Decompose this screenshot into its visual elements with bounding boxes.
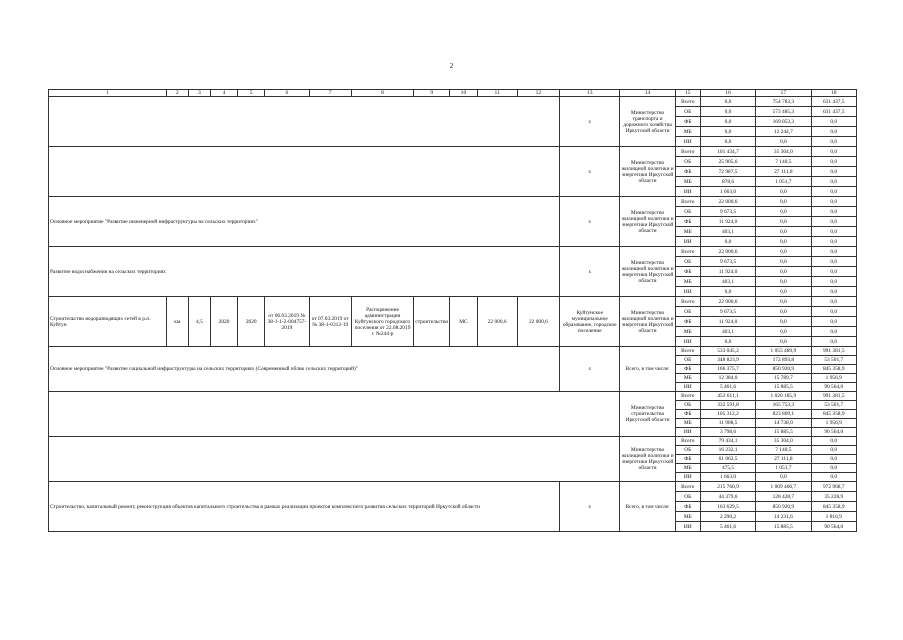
table-row xyxy=(49,147,857,157)
value-col16: 0,0 xyxy=(700,337,755,347)
value-col18: 0,0 xyxy=(811,446,856,455)
fund-source: МБ xyxy=(675,464,700,473)
value-col18: 845 358,9 xyxy=(811,410,856,419)
placeholder-x: х xyxy=(560,347,620,392)
value-col18: 631 437,5 xyxy=(811,97,856,107)
value-col18: 1 956,9 xyxy=(811,419,856,428)
ministry-cell: Министерство жилищной политики и энергетики Иркутской области xyxy=(620,197,675,247)
fund-source: ИИ xyxy=(675,428,700,437)
fund-source: ФБ xyxy=(675,267,700,277)
value-col16: 166 375,7 xyxy=(700,365,755,374)
fund-source: МБ xyxy=(675,227,700,237)
value-col16: 0,0 xyxy=(700,97,755,107)
table-row xyxy=(49,482,857,492)
value-col18: 0,0 xyxy=(811,287,856,297)
value-col16: 22 000,6 xyxy=(700,247,755,257)
value-col16: 11 908,5 xyxy=(700,419,755,428)
value-col16: 61 063,5 xyxy=(700,455,755,464)
value-col16: 0,0 xyxy=(700,137,755,147)
ministry-cell: Министерство жилищной политики и энергетики Иркутской области xyxy=(620,147,675,197)
header-cell: 2 xyxy=(166,90,188,97)
value-col16: 0,0 xyxy=(700,127,755,137)
value-col18: 0,0 xyxy=(811,464,856,473)
value-col16: 453 611,1 xyxy=(700,392,755,401)
value-col18: 0,0 xyxy=(811,137,856,147)
value-col17: 0,0 xyxy=(756,137,811,147)
value-col16: 0,0 xyxy=(700,117,755,127)
value-col17: 165 753,3 xyxy=(756,401,811,410)
project-c2: км xyxy=(166,297,188,347)
value-col16: 44 379,6 xyxy=(700,492,755,502)
header-cell: 16 xyxy=(700,90,755,97)
value-col17: 15 885,5 xyxy=(756,522,811,532)
value-col18: 972 968,7 xyxy=(811,482,856,492)
fund-source: ИИ xyxy=(675,187,700,197)
value-col17: 0,0 xyxy=(756,473,811,482)
fund-source: ИИ xyxy=(675,473,700,482)
value-col17: 15 789,7 xyxy=(756,374,811,383)
value-col18: 35 228,9 xyxy=(811,492,856,502)
fund-source: МБ xyxy=(675,127,700,137)
project-c10: МС xyxy=(450,297,477,347)
value-col16: 101 434,7 xyxy=(700,147,755,157)
value-col17: 0,0 xyxy=(756,257,811,267)
table-row xyxy=(49,97,857,107)
value-col18: 0,0 xyxy=(811,307,856,317)
value-col17: 0,0 xyxy=(756,267,811,277)
fund-source: МБ xyxy=(675,277,700,287)
value-col18: 0,0 xyxy=(811,147,856,157)
project-c11: 22 000,6 xyxy=(477,297,517,347)
description-cell xyxy=(49,97,560,147)
value-col18: 0,0 xyxy=(811,455,856,464)
fund-source: ИИ xyxy=(675,287,700,297)
value-col18: 0,0 xyxy=(811,237,856,247)
placeholder-x: х xyxy=(560,147,620,197)
header-cell: 7 xyxy=(309,90,351,97)
value-col17: 27 111,8 xyxy=(756,455,811,464)
fund-source: ФБ xyxy=(675,410,700,419)
value-col16: 332 591,8 xyxy=(700,401,755,410)
value-col16: 348 823,9 xyxy=(700,356,755,365)
fund-source: ФБ xyxy=(675,365,700,374)
value-col18: 53 501,7 xyxy=(811,356,856,365)
value-col16: 11 924,0 xyxy=(700,217,755,227)
value-col16: 105 312,2 xyxy=(700,410,755,419)
value-col17: 172 893,8 xyxy=(756,356,811,365)
fund-source: ФБ xyxy=(675,455,700,464)
value-col17: 169 053,3 xyxy=(756,117,811,127)
value-col16: 0,0 xyxy=(700,287,755,297)
header-cell: 6 xyxy=(265,90,309,97)
header-cell: 4 xyxy=(210,90,237,97)
value-col16: 5 461,6 xyxy=(700,522,755,532)
fund-source: Всего xyxy=(675,247,700,257)
value-col18: 53 501,7 xyxy=(811,401,856,410)
value-col16: 878,6 xyxy=(700,177,755,187)
value-col17: 573 485,3 xyxy=(756,107,811,117)
ministry-cell: Министерство транспорта и дорожного хозяйства Иркутской области xyxy=(620,97,675,147)
header-cell: 9 xyxy=(414,90,450,97)
value-col17: 850 920,9 xyxy=(756,502,811,512)
page-number: 2 xyxy=(449,62,454,70)
value-col18: 0,0 xyxy=(811,207,856,217)
fund-source: ИИ xyxy=(675,337,700,347)
value-col16: 5 461,6 xyxy=(700,383,755,392)
table-row xyxy=(49,437,857,446)
fund-source: МБ xyxy=(675,177,700,187)
fund-source: ФБ xyxy=(675,317,700,327)
value-col18: 0,0 xyxy=(811,247,856,257)
value-col17: 15 885,5 xyxy=(756,383,811,392)
project-c7: от 07.03.2019 от № 38-1-0312-19 xyxy=(309,297,351,347)
description-cell xyxy=(49,147,560,197)
value-col16: 215 760,9 xyxy=(700,482,755,492)
placeholder-x: х xyxy=(560,97,620,147)
fund-source: ОБ xyxy=(675,307,700,317)
value-col18: 0,0 xyxy=(811,257,856,267)
fund-source: ОБ xyxy=(675,492,700,502)
placeholder-x: х xyxy=(560,482,620,532)
value-col17: 823 809,1 xyxy=(756,410,811,419)
value-col16: 72 987,5 xyxy=(700,167,755,177)
value-col18: 0,0 xyxy=(811,437,856,446)
value-col18: 90 564,0 xyxy=(811,383,856,392)
value-col16: 475,5 xyxy=(700,464,755,473)
value-col18: 0,0 xyxy=(811,317,856,327)
value-col18: 0,0 xyxy=(811,167,856,177)
table-row xyxy=(49,392,857,401)
value-col16: 403,1 xyxy=(700,327,755,337)
value-col18: 0,0 xyxy=(811,277,856,287)
fund-source: МБ xyxy=(675,512,700,522)
project-c6: от 06.03.2019 № 38-1-1-2-004757-2019 xyxy=(265,297,309,347)
value-col17: 1 051,7 xyxy=(756,177,811,187)
value-col16: 16 232,1 xyxy=(700,446,755,455)
value-col18: 1 956,9 xyxy=(811,374,856,383)
value-col17: 0,0 xyxy=(756,247,811,257)
table-row xyxy=(49,347,857,356)
value-col17: 14 738,0 xyxy=(756,419,811,428)
section-title: Основное мероприятие "Развитие социальной инфраструктуры на сельских территориях (Современный облик сельских территорий)" xyxy=(49,347,560,392)
value-col16: 25 905,6 xyxy=(700,157,755,167)
value-col18: 0,0 xyxy=(811,217,856,227)
header-cell: 10 xyxy=(450,90,477,97)
fund-source: ОБ xyxy=(675,401,700,410)
table-row xyxy=(49,297,857,307)
value-col16: 403,1 xyxy=(700,277,755,287)
value-col18: 991 381,5 xyxy=(811,392,856,401)
placeholder-x: х xyxy=(560,247,620,297)
table-row xyxy=(49,197,857,207)
fund-source: ОБ xyxy=(675,257,700,267)
fund-source: Всего xyxy=(675,347,700,356)
header-cell: 15 xyxy=(675,90,700,97)
value-col17: 128 428,7 xyxy=(756,492,811,502)
section-title: Развитие водоснабжения на сельских территориях xyxy=(49,247,560,297)
value-col17: 0,0 xyxy=(756,337,811,347)
fund-source: ИИ xyxy=(675,237,700,247)
ministry-cell: Всего, в том числе: xyxy=(620,347,675,392)
continuation-cell xyxy=(49,392,620,437)
value-col16: 163 629,5 xyxy=(700,502,755,512)
value-col17: 15 885,5 xyxy=(756,428,811,437)
continuation-cell xyxy=(49,437,620,482)
value-col18: 0,0 xyxy=(811,177,856,187)
ministry-cell: Всего, в том числе: xyxy=(620,482,675,532)
ministry-cell: Министерство жилищной политики и энергетики Иркутской области xyxy=(620,437,675,482)
value-col16: 1 663,0 xyxy=(700,473,755,482)
header-cell: 11 xyxy=(477,90,517,97)
project-c8: Распоряжение администрации Куйтунского городского поселения от 22.08.2019 г. №244-р xyxy=(351,297,413,347)
fund-source: ФБ xyxy=(675,217,700,227)
value-col18: 991 381,5 xyxy=(811,347,856,356)
value-col18: 0,0 xyxy=(811,187,856,197)
value-col18: 0,0 xyxy=(811,127,856,137)
value-col18: 1 816,9 xyxy=(811,512,856,522)
project-c4: 2020 xyxy=(210,297,237,347)
fund-source: ИИ xyxy=(675,522,700,532)
value-col17: 14 231,6 xyxy=(756,512,811,522)
value-col16: 1 663,0 xyxy=(700,187,755,197)
fund-source: ОБ xyxy=(675,107,700,117)
value-col18: 90 564,0 xyxy=(811,522,856,532)
value-col17: 0,0 xyxy=(756,297,811,307)
value-col18: 0,0 xyxy=(811,117,856,127)
value-col17: 0,0 xyxy=(756,237,811,247)
value-col16: 22 000,6 xyxy=(700,297,755,307)
fund-source: ОБ xyxy=(675,356,700,365)
header-cell: 5 xyxy=(238,90,265,97)
fund-source: ИИ xyxy=(675,137,700,147)
fund-source: Всего xyxy=(675,437,700,446)
value-col17: 12 244,7 xyxy=(756,127,811,137)
value-col16: 0,0 xyxy=(700,237,755,247)
fund-source: Всего xyxy=(675,482,700,492)
value-col17: 1 055 489,9 xyxy=(756,347,811,356)
value-col16: 22 000,6 xyxy=(700,197,755,207)
fund-source: МБ xyxy=(675,419,700,428)
section-title: Основное мероприятие "Развитие инженерной инфраструктуры на сельских территориях" xyxy=(49,197,560,247)
value-col17: 35 304,0 xyxy=(756,437,811,446)
project-c3: 4,5 xyxy=(188,297,210,347)
value-col17: 0,0 xyxy=(756,217,811,227)
fund-source: Всего xyxy=(675,147,700,157)
value-col17: 0,0 xyxy=(756,287,811,297)
value-col18: 0,0 xyxy=(811,267,856,277)
value-col17: 7 140,5 xyxy=(756,157,811,167)
value-col16: 9 673,5 xyxy=(700,207,755,217)
fund-source: ОБ xyxy=(675,207,700,217)
header-cell: 12 xyxy=(517,90,559,97)
value-col17: 0,0 xyxy=(756,317,811,327)
budget-table xyxy=(48,89,857,532)
value-col18: 90 564,0 xyxy=(811,428,856,437)
project-title: Строительство водоразводящих сетей в р.п. Куйтун xyxy=(49,297,167,347)
header-cell: 13 xyxy=(560,90,620,97)
value-col16: 9 673,5 xyxy=(700,257,755,267)
value-col17: 0,0 xyxy=(756,197,811,207)
fund-source: ОБ xyxy=(675,446,700,455)
value-col17: 1 009 466,7 xyxy=(756,482,811,492)
placeholder-x: х xyxy=(560,197,620,247)
value-col18: 0,0 xyxy=(811,473,856,482)
value-col18: 0,0 xyxy=(811,197,856,207)
value-col18: 845 358,9 xyxy=(811,502,856,512)
value-col18: 845 358,9 xyxy=(811,365,856,374)
value-col16: 11 924,0 xyxy=(700,317,755,327)
value-col16: 9 673,5 xyxy=(700,307,755,317)
municipality-cell: Куйтунское муниципальное образование, городское поселение xyxy=(560,297,620,347)
fund-source: ИИ xyxy=(675,383,700,392)
value-col16: 533 045,2 xyxy=(700,347,755,356)
header-cell: 17 xyxy=(756,90,811,97)
fund-source: Всего xyxy=(675,297,700,307)
value-col16: 12 384,0 xyxy=(700,374,755,383)
value-col17: 0,0 xyxy=(756,227,811,237)
value-col17: 0,0 xyxy=(756,207,811,217)
header-row xyxy=(49,90,857,97)
fund-source: Всего xyxy=(675,97,700,107)
fund-source: ФБ xyxy=(675,167,700,177)
fund-source: Всего xyxy=(675,197,700,207)
section-title: Строительство, капитальный ремонт, реконструкция объектов капитального строительства в рамках реализации проектов комплексного развития сельских территорий Иркутской области xyxy=(49,482,560,532)
value-col17: 850 920,9 xyxy=(756,365,811,374)
value-col18: 0,0 xyxy=(811,327,856,337)
value-col18: 0,0 xyxy=(811,297,856,307)
fund-source: МБ xyxy=(675,327,700,337)
value-col17: 0,0 xyxy=(756,187,811,197)
value-col17: 754 783,3 xyxy=(756,97,811,107)
value-col18: 0,0 xyxy=(811,227,856,237)
value-col16: 0,0 xyxy=(700,107,755,117)
project-c9: строительство xyxy=(414,297,450,347)
value-col17: 35 304,0 xyxy=(756,147,811,157)
ministry-cell: Министерство жилищной политики и энергетики Иркутской области xyxy=(620,297,675,347)
header-cell: 8 xyxy=(351,90,413,97)
header-cell: 1 xyxy=(49,90,167,97)
header-cell: 18 xyxy=(811,90,856,97)
value-col17: 1 051,7 xyxy=(756,464,811,473)
value-col18: 0,0 xyxy=(811,337,856,347)
value-col17: 0,0 xyxy=(756,307,811,317)
ministry-cell: Министерство строительства Иркутской области xyxy=(620,392,675,437)
fund-source: Всего xyxy=(675,392,700,401)
value-col16: 79 434,1 xyxy=(700,437,755,446)
header-cell: 3 xyxy=(188,90,210,97)
value-col17: 0,0 xyxy=(756,277,811,287)
value-col17: 7 140,5 xyxy=(756,446,811,455)
fund-source: ФБ xyxy=(675,502,700,512)
fund-source: ФБ xyxy=(675,117,700,127)
fund-source: МБ xyxy=(675,374,700,383)
table-row xyxy=(49,247,857,257)
fund-source: ОБ xyxy=(675,157,700,167)
value-col17: 27 111,8 xyxy=(756,167,811,177)
project-c5: 2020 xyxy=(238,297,265,347)
value-col16: 3 798,6 xyxy=(700,428,755,437)
project-c12: 22 000,6 xyxy=(517,297,559,347)
header-cell: 14 xyxy=(620,90,675,97)
value-col18: 631 437,5 xyxy=(811,107,856,117)
value-col17: 1 020 185,9 xyxy=(756,392,811,401)
ministry-cell: Министерство жилищной политики и энергетики Иркутской области xyxy=(620,247,675,297)
value-col17: 0,0 xyxy=(756,327,811,337)
value-col18: 0,0 xyxy=(811,157,856,167)
value-col16: 403,1 xyxy=(700,227,755,237)
value-col16: 2 290,2 xyxy=(700,512,755,522)
value-col16: 11 924,0 xyxy=(700,267,755,277)
